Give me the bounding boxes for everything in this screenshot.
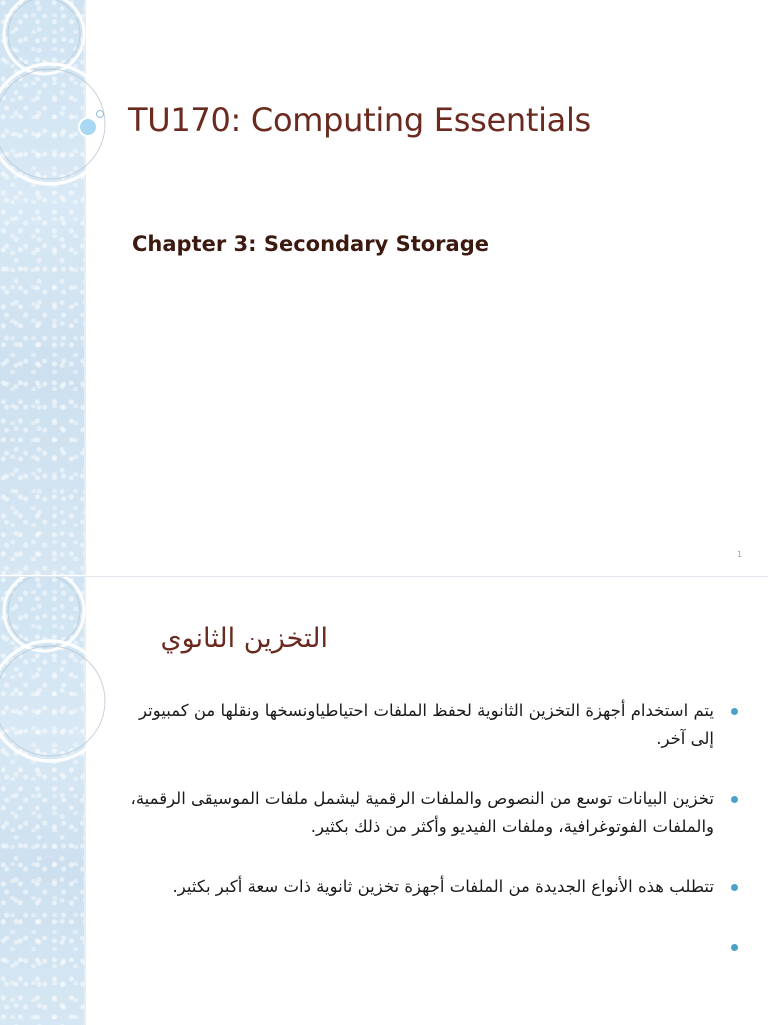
- bullet-item: [120, 785, 740, 841]
- slide-heading: التخزين الثانوي: [160, 623, 328, 654]
- bullet-text: تخزين البيانات توسع من النصوص والملفات الرقمية ليشمل ملفات الموسيقى الرقمية، والملفات الفوتوغرافية، وملفات الفيديو وأكثر من ذلك بكثير.: [130, 789, 714, 836]
- bullet-text: يتم استخدام أجهزة التخزين الثانوية لحفظ الملفات احتياطياونسخها ونقلها من كمبيوتر إلى آخر.: [139, 701, 714, 748]
- bullet-text: تتطلب هذه الأنواع الجديدة من الملفات أجهزة تخزين ثانوية ذات سعة أكبر بكثير.: [172, 877, 714, 896]
- bullet-item: [120, 873, 740, 901]
- slide-subtitle: Chapter 3: Secondary Storage: [132, 232, 489, 256]
- bullet-list: [120, 697, 740, 933]
- bullet-item: [120, 697, 740, 753]
- decorative-rings-icon: [0, 0, 120, 200]
- bullet-icon: [731, 708, 738, 715]
- slide-title: TU170: Computing Essentials: [128, 101, 591, 139]
- bullet-icon: [731, 944, 738, 951]
- bullet-icon: [731, 796, 738, 803]
- bullet-icon: [731, 884, 738, 891]
- slide-2: [0, 576, 768, 1025]
- decorative-rings-icon: [0, 577, 120, 777]
- slide-number: 1: [737, 550, 743, 559]
